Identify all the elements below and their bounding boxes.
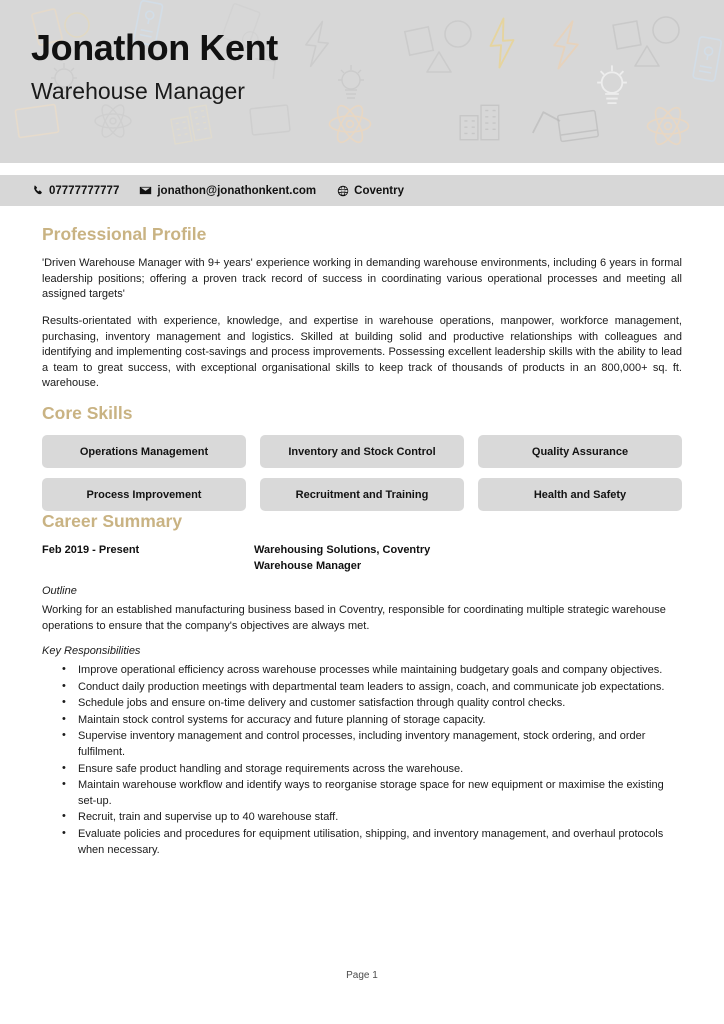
contact-phone-value: 07777777777 [49, 184, 120, 197]
core-skills-grid [42, 435, 682, 511]
job-role: Warehouse Manager [254, 560, 362, 573]
buildings-icon [165, 100, 217, 147]
outline-label: Outline [42, 585, 77, 598]
contact-phone[interactable] [31, 184, 119, 197]
list-item: • Conduct daily production meetings with departmental team leaders to assign, coach, and communicate job expectations. [78, 680, 682, 696]
contact-email-value: jonathon@jonathonkent.com [157, 184, 317, 197]
lightbulb-icon [590, 62, 634, 110]
profile-paragraph: 'Driven Warehouse Manager with 9+ years' experience working in demanding warehouse environments, including 6 years in formal leadership positions; offering a proven track record of success in coordinating various operational processes and meeting all assigned targets' [42, 257, 682, 301]
smartphone-pin-icon [688, 34, 724, 86]
profile-paragraph: Results-orientated with experience, knowledge, and expertise in warehouse operations, manpower, workforce management, purchasing, inventory management and logistics. Skilled at building solid and productive relationships with colleagues and identifying and implementing cost-savings and process improvements. Possessing excellent leadership skills with the ability to lead a team to great success, with exceptional organisational skills to keep track of thousands of products in an 800,000+ sq. ft. warehouse. [42, 314, 682, 390]
list-item: • Supervise inventory management and control processes, including inventory management, stock ordering, and order fulfilment. [78, 729, 682, 760]
list-item: • Schedule jobs and ensure on-time delivery and customer satisfaction through quality control checks. [78, 696, 682, 712]
content-card [14, 206, 710, 1024]
section-heading-core-skills: Core Skills [42, 403, 133, 423]
job-entry-header [42, 543, 682, 575]
contact-bar [0, 175, 724, 206]
circle-icon [650, 14, 682, 46]
skill-pill[interactable]: Process Improvement [42, 478, 246, 511]
header-banner [0, 0, 724, 163]
contact-email[interactable] [139, 184, 316, 197]
list-item: • Maintain stock control systems for accuracy and future planning of storage capacity. [78, 713, 682, 729]
square-icon [610, 18, 645, 53]
atom-icon [644, 102, 692, 150]
circle-icon [442, 18, 474, 50]
job-dates: Feb 2019 - Present [42, 544, 140, 557]
globe-icon [336, 184, 349, 197]
contact-location[interactable] [336, 184, 404, 197]
list-item: • Ensure safe product handling and storage requirements across the warehouse. [78, 762, 682, 778]
skill-pill[interactable]: Recruitment and Training [260, 478, 464, 511]
responsibilities-list [42, 663, 682, 858]
lightning-bolt-icon [297, 16, 336, 71]
skill-pill[interactable]: Health and Safety [478, 478, 682, 511]
list-item: • Improve operational efficiency across warehouse processes while maintaining budgetary goals and company objectives. [78, 663, 682, 679]
page-footer [0, 970, 724, 981]
square-icon [401, 23, 437, 59]
page-title: Jonathon Kent [31, 27, 278, 68]
contact-location-value: Coventry [354, 184, 405, 197]
skill-pill[interactable]: Operations Management [42, 435, 246, 468]
lightbulb-icon [332, 62, 370, 104]
job-employer-role [254, 543, 682, 575]
job-outline-text: Working for an established manufacturing business based in Coventry, responsible for coordinating multiple strategic warehouse operations to ensure that the company's objectives are always met. [42, 604, 666, 633]
header-job-title: Warehouse Manager [31, 78, 245, 105]
atom-icon [92, 100, 134, 142]
angle-icon [527, 105, 565, 137]
section-heading-career-summary: Career Summary [42, 511, 183, 532]
page-number-label: Page 1 [346, 970, 378, 981]
document-icon [12, 101, 62, 141]
job-company: Warehousing Solutions, Coventry [254, 544, 431, 557]
triangle-icon [424, 48, 454, 76]
envelope-icon [139, 184, 152, 197]
triangle-icon [632, 42, 662, 70]
phone-icon [31, 184, 44, 197]
responsibilities-label: Key Responsibilities [42, 644, 141, 657]
list-item: • Recruit, train and supervise up to 40 warehouse staff. [78, 810, 682, 826]
skill-pill[interactable]: Quality Assurance [478, 435, 682, 468]
section-heading-professional-profile: Professional Profile [42, 224, 207, 244]
list-item: • Evaluate policies and procedures for equipment utilisation, shipping, and inventory management, and overhaul protocols when necessary. [78, 827, 682, 858]
buildings-icon [456, 100, 504, 144]
list-item: • Maintain warehouse workflow and identify ways to reorganise storage space for new equipment or maximise the existing set-up. [78, 778, 682, 809]
laptop-icon [246, 102, 293, 138]
lightning-bolt-icon [544, 14, 588, 76]
laptop-icon [554, 107, 602, 145]
lightning-bolt-icon [482, 13, 522, 73]
header-identity [31, 27, 278, 106]
skill-pill[interactable]: Inventory and Stock Control [260, 435, 464, 468]
atom-icon [326, 100, 374, 148]
